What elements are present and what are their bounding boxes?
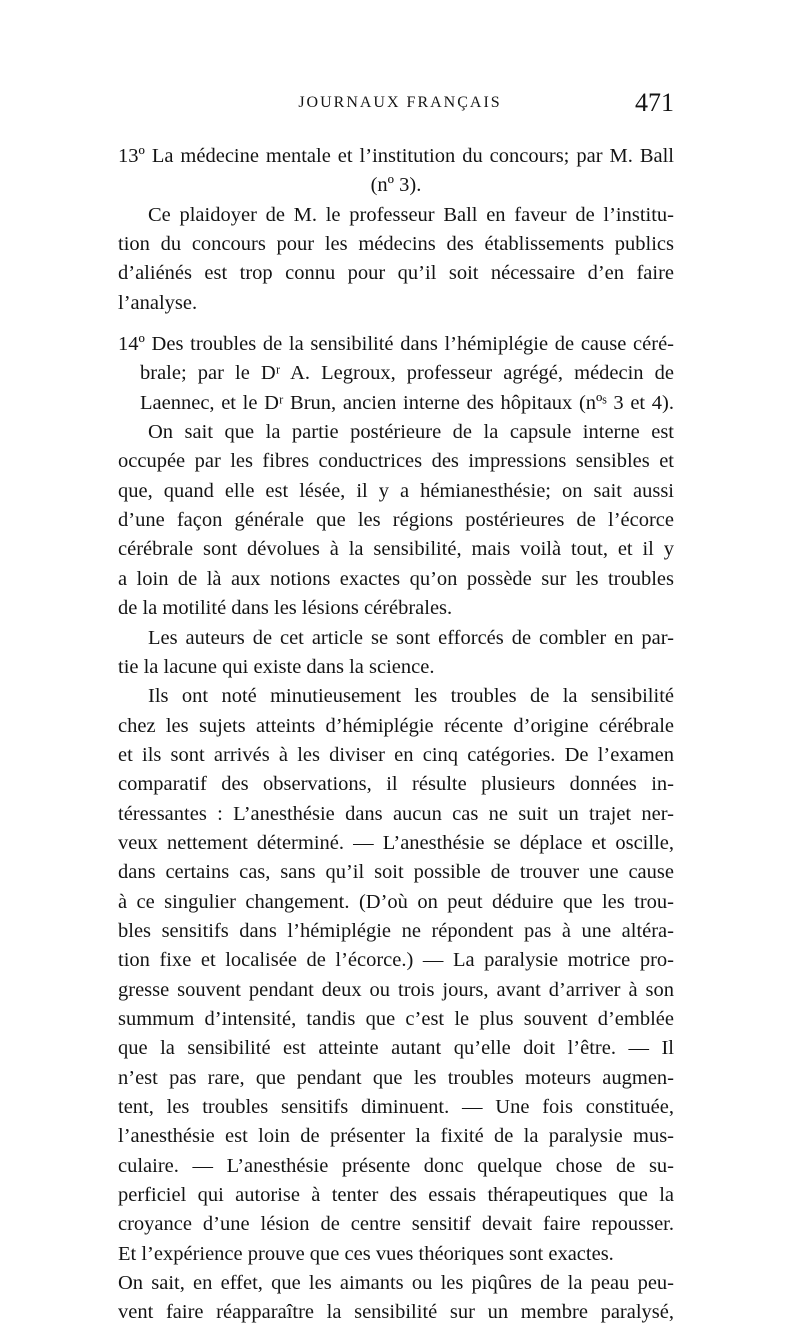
item-13-para-line: tion du concours pour les médecins des établissements publics (118, 233, 674, 256)
item-14-para-3-line: culaire. — L’anesthésie présente donc quelque chose de su- (118, 1154, 674, 1177)
item-14-para-3-line: Ils ont noté minutieusement les troubles de la sensibilité (148, 685, 674, 708)
item-14-para-1-line: a loin de là aux notions exactes qu’on possède sur les troubles (118, 567, 674, 590)
item-14-para-3-line: summum d’intensité, tandis que c’est le plus souvent d’emblée (118, 1007, 674, 1030)
item-14-para-1-line: occupée par les fibres conductrices des impressions sensibles et (118, 450, 674, 473)
body-text (118, 142, 674, 1328)
page-header (120, 88, 680, 118)
item-14-para-3-line: tent, les troubles sensitifs diminuent. — Une fois constituée, (118, 1096, 674, 1118)
item-14-para-3-line: à ce singulier changement. (D’où on peut déduire que les trou- (118, 890, 674, 913)
item-14-para-3-line: chez les sujets atteints d’hémiplégie récente d’origine cérébrale (118, 714, 674, 737)
item-13-heading-line-1: 13º La médecine mentale et l’institution du concours; par M. Ball (118, 145, 674, 167)
item-14-para-3-line: et ils sont arrivés à les diviser en cinq catégories. De l’examen (118, 743, 674, 766)
item-14-heading-line-3: Laennec, et le Dʳ Brun, ancien interne des hôpitaux (nºˢ 3 et 4). (140, 391, 674, 414)
item-14-para-3-line: bles sensitifs dans l’hémiplégie ne répondent pas à une altéra- (118, 919, 674, 942)
item-14-para-2-line: Les auteurs de cet article se sont efforcés de combler en par- (148, 626, 674, 649)
item-13-para-line: l’analyse. (118, 291, 198, 314)
item-13-para-line: d’aliénés est trop connu pour qu’il soit nécessaire d’en faire (118, 262, 674, 285)
item-14-para-1-line: de la motilité dans les lésions cérébrales. (118, 597, 453, 620)
item-14-para-2-line: tie la lacune qui existe dans la science. (118, 655, 435, 678)
item-14-heading-line-2: brale; par le Dʳ A. Legroux, professeur agrégé, médecin de (140, 362, 674, 385)
running-title: JOURNAUX FRANÇAIS (298, 94, 502, 111)
item-14-para-3-line: téressantes : L’anesthésie dans aucun cas ne suit un trajet ner- (118, 802, 674, 825)
item-14-para-1-line: On sait que la partie postérieure de la capsule interne est (148, 421, 674, 444)
item-14-para-3-line: comparatif des observations, il résulte plusieurs données in- (118, 773, 674, 796)
item-14-heading-line-1: 14º Des troubles de la sensibilité dans l’hémiplégie de cause céré- (118, 333, 674, 356)
item-14-para-1-line: cérébrale sont dévolues à la sensibilité, mais voilà tout, et il y (118, 538, 674, 561)
page-number: 471 (635, 88, 674, 117)
item-14-para-3-line: On sait, en effet, que les aimants ou les piqûres de la peau peu- (118, 1272, 674, 1295)
item-14-para-3-line: Et l’expérience prouve que ces vues théoriques sont exactes. (118, 1242, 614, 1265)
item-14-para-3-line: perficiel qui autorise à tenter des essais thérapeutiques que la (118, 1184, 674, 1207)
item-14-para-1-line: que, quand elle est lésée, il y a hémianesthésie; on sait aussi (118, 479, 674, 502)
item-14-para-3-line: veux nettement déterminé. — L’anesthésie se déplace et oscille, (118, 831, 674, 854)
item-14-para-3-line: tion fixe et localisée de l’écorce.) — La paralysie motrice pro- (118, 949, 674, 972)
item-14-para-3-line: dans certains cas, sans qu’il soit possible de trouver une cause (118, 861, 674, 884)
item-14-para-1-line: d’une façon générale que les régions postérieures de l’écorce (118, 509, 674, 532)
item-13-heading-line-2: (nº 3). (370, 174, 422, 197)
item-14-para-3-line: que la sensibilité est atteinte autant qu’elle doit l’être. — Il (118, 1037, 674, 1060)
item-14-para-3-line: croyance d’une lésion de centre sensitif devait faire repousser. (118, 1213, 674, 1236)
item-14-para-3-line: vent faire réapparaître la sensibilité sur un membre paralysé, (118, 1301, 674, 1324)
item-14-para-3-line: l’anesthésie est loin de présenter la fixité de la paralysie mus- (118, 1125, 674, 1148)
item-14-para-3-line: gresse souvent pendant deux ou trois jours, avant d’arriver à son (118, 978, 674, 1001)
item-14-para-3-line: n’est pas rare, que pendant que les troubles moteurs augmen- (118, 1066, 674, 1089)
item-13-para-line: Ce plaidoyer de M. le professeur Ball en faveur de l’institu- (148, 203, 674, 226)
